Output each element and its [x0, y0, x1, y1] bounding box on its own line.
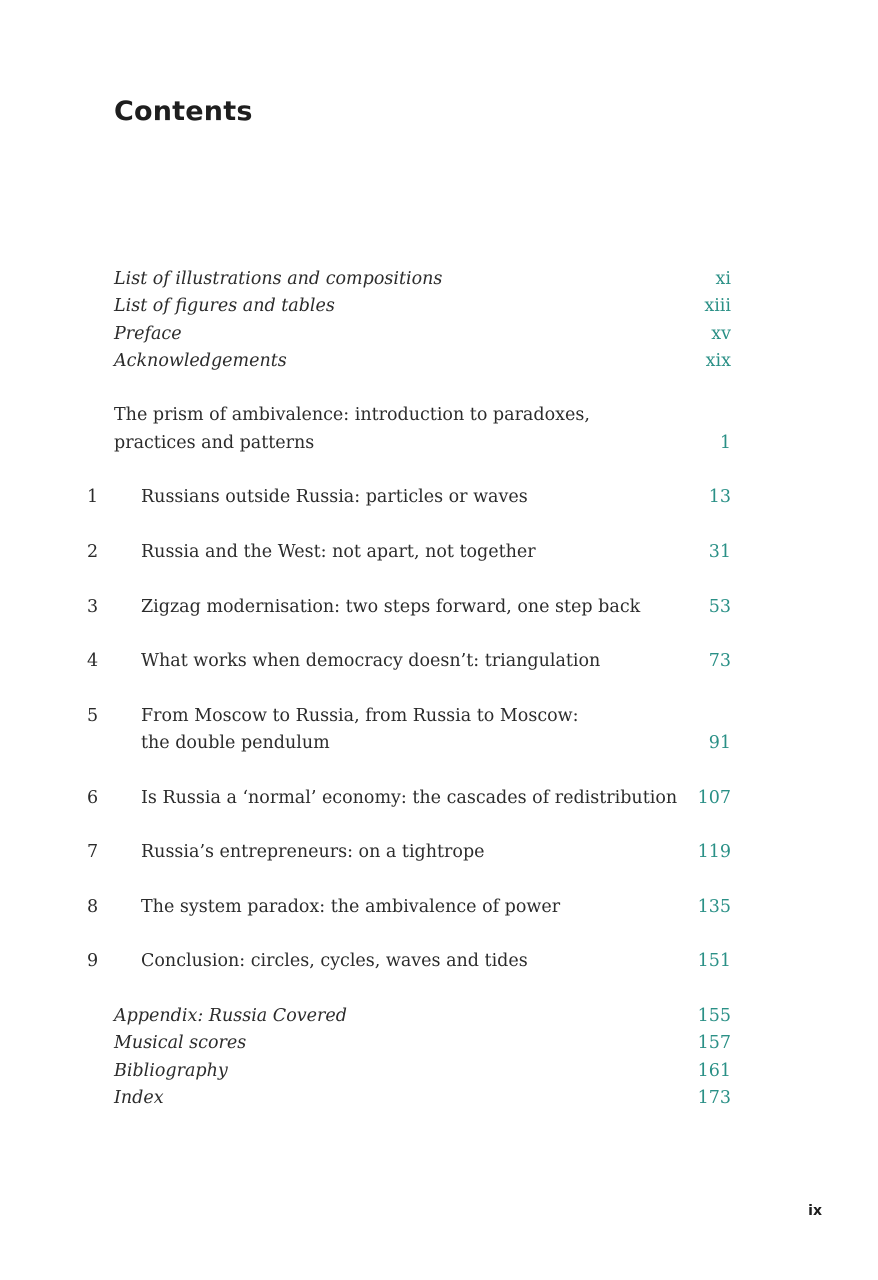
- toc-entry-acknowledgements[interactable]: [114, 348, 731, 375]
- toc-entry-title: List of figures and tables: [114, 296, 335, 317]
- toc-entry-title: Conclusion: circles, cycles, waves and tides: [141, 951, 528, 972]
- toc-entry-title: Zigzag modernisation: two steps forward, one step back: [141, 596, 641, 617]
- toc-entry-page: 91: [708, 733, 731, 754]
- chapter-number: 1: [87, 487, 99, 508]
- toc-entry-title: Musical scores: [114, 1033, 247, 1054]
- chapter-number: 9: [87, 951, 99, 972]
- toc-entry-page: xiii: [704, 296, 731, 317]
- toc-entry-page: 31: [708, 541, 731, 562]
- toc-entry-title: Russians outside Russia: particles or waves: [141, 487, 528, 508]
- toc-entry-chapter-7[interactable]: [87, 839, 731, 866]
- toc-entry-chapter-6[interactable]: [87, 785, 731, 812]
- page-number: ix: [808, 1203, 822, 1219]
- toc-entry-title: Russia and the West: not apart, not together: [141, 541, 536, 562]
- toc-entry-introduction[interactable]: [114, 402, 731, 457]
- toc-entry-chapter-4[interactable]: [87, 648, 731, 675]
- chapter-number: 4: [87, 651, 99, 672]
- toc-entry-bibliography[interactable]: [114, 1058, 731, 1085]
- toc-entry-preface[interactable]: [114, 321, 731, 348]
- toc-entry-title: Acknowledgements: [114, 350, 287, 371]
- chapter-number: 7: [87, 842, 99, 863]
- toc-entry-page: 161: [697, 1060, 731, 1081]
- toc-entry-chapter-9[interactable]: [87, 948, 731, 975]
- toc-entry-chapter-2[interactable]: [87, 539, 731, 566]
- toc-entry-title: Is Russia a ‘normal’ economy: the cascades of redistribution: [141, 787, 678, 808]
- toc-entry-title: Russia’s entrepreneurs: on a tightrope: [141, 842, 485, 863]
- toc-entry-page: 155: [697, 1006, 731, 1027]
- toc-entry-page: 173: [697, 1087, 731, 1108]
- toc-entry-chapter-3[interactable]: [87, 594, 731, 621]
- toc-entry-title: Appendix: Russia Covered: [114, 1006, 347, 1027]
- toc-entry-chapter-1[interactable]: [87, 484, 731, 511]
- toc-entry-title: Index: [114, 1087, 164, 1108]
- toc-entry-page: 135: [697, 896, 731, 917]
- toc-entry-index[interactable]: [114, 1085, 731, 1112]
- chapter-number: 8: [87, 896, 99, 917]
- toc-entry-musical-scores[interactable]: [114, 1030, 731, 1057]
- toc-entry-title: What works when democracy doesn’t: triangulation: [141, 651, 601, 672]
- toc-entry-title: From Moscow to Russia, from Russia to Moscow: the double pendulum: [141, 705, 579, 754]
- chapter-number: 2: [87, 541, 99, 562]
- toc-entry-appendix[interactable]: [114, 1003, 731, 1030]
- toc-entry-title: The system paradox: the ambivalence of power: [141, 896, 561, 917]
- toc-entry-list-of-figures[interactable]: [114, 293, 731, 320]
- toc-entry-title: Bibliography: [114, 1060, 228, 1081]
- toc-entry-page: 157: [697, 1033, 731, 1054]
- chapter-number: 6: [87, 787, 99, 808]
- toc-entry-chapter-5[interactable]: [87, 703, 731, 758]
- toc-entry-list-of-illustrations[interactable]: [114, 266, 731, 293]
- chapter-number: 5: [87, 705, 99, 726]
- table-of-contents: [87, 266, 731, 1112]
- toc-entry-page: xv: [711, 323, 731, 344]
- toc-entry-page: xi: [715, 269, 731, 289]
- page-title: Contents: [114, 96, 253, 127]
- toc-entry-title: The prism of ambivalence: introduction to paradoxes, practices and patterns: [114, 405, 590, 453]
- toc-entry-page: 53: [708, 596, 731, 617]
- toc-entry-chapter-8[interactable]: [87, 894, 731, 921]
- toc-entry-title: Preface: [114, 323, 182, 344]
- toc-entry-page: 151: [697, 951, 731, 972]
- toc-entry-page: 107: [697, 787, 731, 808]
- toc-entry-page: xix: [705, 350, 731, 371]
- toc-entry-title: List of illustrations and compositions: [114, 269, 443, 289]
- chapter-number: 3: [87, 596, 99, 617]
- toc-entry-page: 119: [697, 842, 731, 863]
- toc-entry-page: 1: [719, 432, 731, 453]
- toc-entry-page: 13: [708, 487, 731, 508]
- toc-entry-page: 73: [708, 651, 731, 672]
